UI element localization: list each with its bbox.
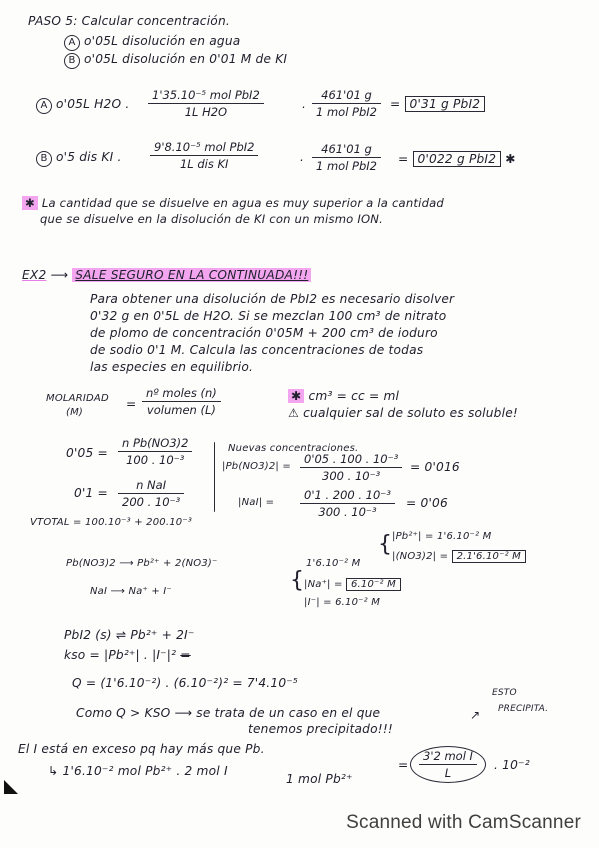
kso-crossed: = xyxy=(180,648,191,662)
kso-line xyxy=(64,648,191,662)
camscanner-watermark: Scanned with CamScanner xyxy=(346,812,581,833)
diss1-no3-text: |(NO3)2| = xyxy=(392,551,449,562)
como-line-1: Como Q > KSO ⟶ se trata de un caso en el que xyxy=(76,706,381,720)
nuevas-nai-den: 300 . 10⁻³ xyxy=(318,505,377,519)
nuevas-pb-num: 0'05 . 100 . 10⁻³ xyxy=(304,452,399,466)
calc-b-result-box: 0'022 g PbI2 xyxy=(413,151,502,167)
nuevas-pb-den: 300 . 10⁻³ xyxy=(322,469,381,483)
circle-b2-icon: B xyxy=(36,151,52,167)
nuevas-nai-lhs: |NaI| = xyxy=(238,497,275,508)
statement-line: de sodio 0'1 M. Calcula las concentraciones de todas xyxy=(90,343,424,357)
calc-a-fraction-2 xyxy=(312,88,381,119)
precipita-label: PRECIPITA. xyxy=(498,704,549,714)
calc-a-fraction-1 xyxy=(148,88,264,119)
calc-b-label xyxy=(36,150,122,167)
circle-a-icon: A xyxy=(64,35,80,51)
note-cm3-text: cm³ = cc = ml xyxy=(308,389,400,403)
nuevas-nai-fraction xyxy=(300,488,395,519)
ex2-banner: SALE SEGURO EN LA CONTINUADA!!! xyxy=(72,268,311,282)
calc-a-f2-num: 461'01 g xyxy=(321,88,372,102)
star-icon: ✱ xyxy=(505,152,516,166)
paso5-note-line-1 xyxy=(22,196,444,210)
diss2-lhs: NaI ⟶ Na⁺ + I⁻ xyxy=(90,586,172,597)
diss2-na-box: 6.10⁻² M xyxy=(346,578,401,591)
calc-b-f2-num: 461'01 g xyxy=(321,142,372,156)
paso5-item-a xyxy=(64,34,240,51)
eq1-lhs: 0'05 = xyxy=(66,446,108,460)
calc-b-fraction-2 xyxy=(312,142,381,173)
eq1-num: n Pb(NO3)2 xyxy=(122,436,189,450)
final-result-oval xyxy=(410,746,486,783)
final-tail: . 10⁻² xyxy=(494,758,530,772)
vtotal: VTOTAL = 100.10⁻³ + 200.10⁻³ xyxy=(30,517,193,528)
final-lhs: ↳ 1'6.10⁻² mol Pb²⁺ . 2 mol I xyxy=(48,764,228,778)
eq2-fraction xyxy=(118,478,184,509)
paso5-item-a-text: o'05L disolución en agua xyxy=(84,34,241,48)
molaridad-num: nº moles (n) xyxy=(146,386,217,400)
molaridad-fraction xyxy=(142,386,221,417)
nuevas-title: Nuevas concentraciones. xyxy=(228,443,359,454)
paso5-item-b-text: o'05L disolución en 0'01 M de KI xyxy=(84,52,288,66)
calc-b-label-text: o'5 dis KI . xyxy=(56,150,122,164)
calc-b-f1-num: 9'8.10⁻⁵ mol PbI2 xyxy=(154,140,255,154)
nuevas-pb-fraction xyxy=(300,452,402,483)
eq-sign-final: = xyxy=(398,758,409,772)
diss2-na xyxy=(304,578,401,592)
molaridad-den: volumen (L) xyxy=(146,403,216,417)
note-sal-text: cualquier sal de soluto es soluble! xyxy=(303,406,518,420)
statement-line: de plomo de concentración 0'05M + 200 cm³ de ioduro xyxy=(90,326,438,340)
el-i-line: El I está en exceso pq hay más que Pb. xyxy=(18,742,265,756)
q-line: Q = (1'6.10⁻²) . (6.10⁻²)² = 7'4.10⁻⁵ xyxy=(72,676,299,690)
nuevas-pb-lhs: |Pb(NO3)2| = xyxy=(222,461,291,472)
circle-b-icon: B xyxy=(64,53,80,69)
dot-a: . xyxy=(302,97,307,111)
brace-divider xyxy=(214,442,215,512)
diss1-no3-box: 2.1'6.10⁻² M xyxy=(452,550,526,563)
paso5-title: PASO 5: Calcular concentración. xyxy=(28,14,230,28)
calc-a-f1-num: 1'35.10⁻⁵ mol PbI2 xyxy=(152,88,260,102)
calc-a-result: = 0'31 g PbI2 xyxy=(390,97,485,111)
molaridad-label: MOLARIDAD xyxy=(46,393,109,404)
nuevas-pb-val: = 0'016 xyxy=(410,460,460,474)
calc-a-label-text: o'05L H2O . xyxy=(56,97,130,111)
nuevas-nai-num: 0'1 . 200 . 10⁻³ xyxy=(304,488,391,502)
dot-b: . xyxy=(300,150,305,164)
final-box-num: 3'2 mol I xyxy=(423,749,473,763)
calc-b-result: = 0'022 g PbI2 ✱ xyxy=(398,152,516,166)
calc-a-f1-den: 1L H2O xyxy=(184,105,228,119)
eq2-num: n NaI xyxy=(136,478,167,492)
brace-2-icon: { xyxy=(290,568,305,593)
diss1-lhs: Pb(NO3)2 ⟶ Pb²⁺ + 2(NO3)⁻ xyxy=(66,558,218,569)
final-box-den: L xyxy=(444,766,452,780)
note-cm3 xyxy=(288,389,399,403)
paso5-note-1-text: La cantidad que se disuelve en agua es muy superior a la cantidad xyxy=(41,196,444,210)
ex2-label: EX2 xyxy=(22,268,47,282)
eq2-den: 200 . 10⁻³ xyxy=(122,495,181,509)
equilibrium: PbI2 (s) ⇌ Pb²⁺ + 2I⁻ xyxy=(64,628,195,642)
como-line-2: tenemos precipitado!!! xyxy=(248,722,394,736)
diss2-i: |I⁻| = 6.10⁻² M xyxy=(304,597,381,608)
calc-b-f1-den: 1L dis KI xyxy=(179,157,229,171)
eq1-fraction xyxy=(118,436,192,467)
eq-sign-molaridad: = xyxy=(126,397,137,411)
calc-a-result-box: 0'31 g PbI2 xyxy=(405,96,486,112)
diss2-na-text: |Na⁺| = xyxy=(304,579,343,590)
paso5-item-b xyxy=(64,52,287,69)
esto-label: ESTO xyxy=(492,688,517,698)
kso-text: kso = |Pb²⁺| . |I⁻|² xyxy=(64,648,177,662)
highlight-star-icon: ✱ xyxy=(22,196,38,210)
eq2-lhs: 0'1 = xyxy=(74,486,108,500)
eq1-den: 100 . 10⁻³ xyxy=(126,453,185,467)
calc-a-f2-den: 1 mol PbI2 xyxy=(316,105,378,119)
arrow-right-icon: ⟶ xyxy=(50,268,69,282)
diss1-no3 xyxy=(392,550,526,564)
calc-a-label xyxy=(36,97,129,114)
warning-triangle-icon: ⚠ xyxy=(288,406,300,420)
statement-line: Para obtener una disolución de PbI2 es necesario disolver xyxy=(90,292,455,306)
calc-b-f2-den: 1 mol PbI2 xyxy=(316,159,378,173)
brace-icon: { xyxy=(378,532,393,557)
statement-line: 0'32 g en 0'5L de H2O. Si se mezclan 100 cm³ de nitrato xyxy=(90,309,447,323)
statement-line: las especies en equilibrio. xyxy=(90,360,254,374)
paso5-note-line-2: que se disuelve en la disolución de KI con un mismo ION. xyxy=(40,212,384,226)
star-highlight-icon: ✱ xyxy=(288,389,304,403)
nuevas-nai-val: = 0'06 xyxy=(406,496,448,510)
calc-b-fraction-1 xyxy=(150,140,258,171)
diss1-mid: 1'6.10⁻² M xyxy=(306,558,361,569)
note-sal xyxy=(288,406,518,420)
molaridad-sub: (M) xyxy=(66,407,84,418)
page-corner-mark xyxy=(4,780,18,794)
final-den: 1 mol Pb²⁺ xyxy=(286,772,353,786)
diss1-pb: |Pb²⁺| = 1'6.10⁻² M xyxy=(392,531,492,542)
circle-a2-icon: A xyxy=(36,98,52,114)
arrow-up-right-icon: ↗ xyxy=(470,708,481,722)
ex2-header xyxy=(22,268,311,282)
